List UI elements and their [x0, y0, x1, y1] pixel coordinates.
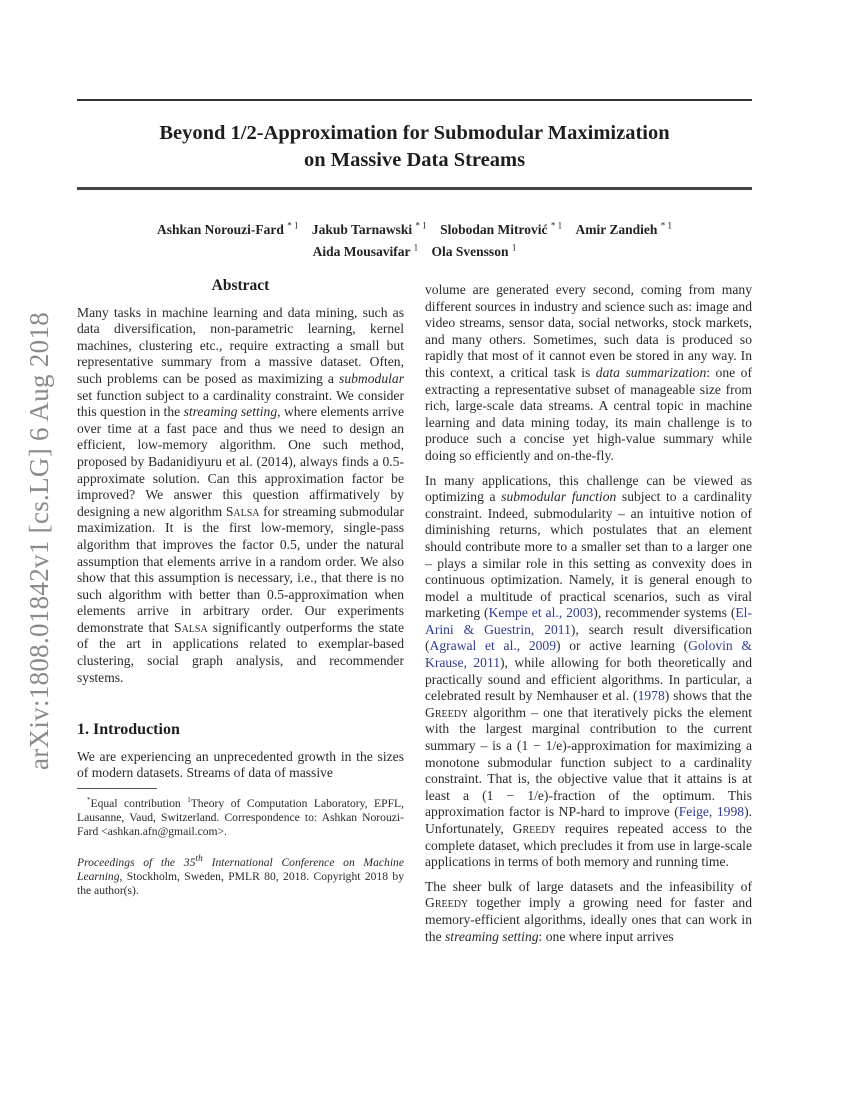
proceedings-note	[77, 852, 404, 898]
proceedings-details: , Stockholm, Sweden, PMLR 80, 2018. Copyright 2018 by the author(s).	[77, 869, 404, 897]
abstract-text: for streaming submodular maximization. It is the first low-memory, single-pass algorithm that improves the factor 0.5, under the natural assumption that elements arrive in a random order. We also show that this assumption is necessary, i.e., that there is no such algorithm with better than 0.5-approximation when elements arrive in arbitrary order. Our experiments demonstrate that	[77, 503, 404, 635]
author-affiliation-mark: * 1	[660, 220, 672, 230]
footnote-text: Equal contribution	[90, 796, 188, 810]
abstract-text: Many tasks in machine learning and data mining, such as data diversification, non-parametric learning, kernel machines, clustering etc., require extracting a small but representative summary from a massive dataset. Often, such problems can be posed as maximizing a	[77, 304, 404, 386]
title-rule-top	[77, 99, 752, 101]
body-text: together imply a growing need for faster and memory-efficient algorithms, ideally ones that can work in the	[425, 895, 752, 944]
body-text: : one where input arrives	[538, 928, 674, 944]
footnote-rule	[77, 788, 157, 789]
proceedings-venue: International Conference on Machine Learning	[77, 855, 404, 883]
author-name: Ola Svensson	[431, 244, 509, 259]
body-emphasis: streaming setting	[445, 928, 539, 944]
algorithm-name: Greedy	[512, 821, 556, 836]
footnote-affiliation: Theory of Computation Laboratory, EPFL, Lausanne, Vaud, Switzerland. Correspondence to: Ashkan Norouzi-Fard <ashkan.afn@gmail.com>.	[77, 796, 404, 839]
footnote-mark: *	[87, 796, 91, 805]
author-affiliation-mark: * 1	[287, 220, 299, 230]
title-line-1: Beyond 1/2-Approximation for Submodular Maximization	[159, 122, 670, 144]
body-text: volume are generated every second, coming from many different sources in industry and science such as: image and video streams, sensor data, social networks, stock markets, and many others. Sometimes, such data is produced so rapidly that most of it cannot even be stored in any way. In this context, a critical task is	[425, 282, 752, 380]
algorithm-name: Salsa	[174, 619, 208, 635]
author-name: Amir Zandieh	[575, 221, 658, 237]
abstract-text: set function subject to a cardinality constraint. We consider this question in the	[77, 387, 404, 420]
abstract-body	[77, 305, 404, 687]
author-name: Ashkan Norouzi-Fard	[157, 221, 284, 237]
body-text: ), recommender systems (	[593, 605, 736, 621]
author-name: Aida Mousavifar	[312, 244, 411, 259]
body-text: In many applications, this challenge can be viewed as optimizing a	[425, 472, 752, 505]
abstract-text: significantly outperforms the state of the art in applications related to exemplar-based clustering, social graph analysis, and recommender systems.	[77, 619, 404, 685]
intro-paragraph-2	[425, 473, 752, 871]
paper-title	[77, 120, 752, 174]
citation-link[interactable]: Feige, 1998	[678, 804, 745, 820]
intro-paragraph-1-start: We are experiencing an unprecedented growth in the sizes of modern datasets. Streams of data of massive	[77, 748, 404, 781]
body-text: requires repeated access to the complete dataset, which precludes it from use in large-scale applications in terms of both memory and running time.	[425, 821, 753, 870]
citation-link[interactable]: Golovin & Krause, 2011	[425, 638, 752, 671]
citation-link[interactable]: Kempe et al., 2003	[488, 605, 594, 621]
body-text: ), search result diversification (	[425, 621, 752, 654]
abstract-text: , where elements arrive over time at a fast pace and thus we need to design an efficient, low-memory algorithm. One such method, proposed by Badanidiyuru et al. (2014), always finds a 0.5-approximate solution. Can this approximation factor be improved? We answer this question affirmatively by designing a new algorithm	[77, 404, 405, 519]
algorithm-name: Salsa	[225, 503, 260, 519]
intro-paragraph-3	[425, 879, 752, 945]
proceedings-sup: th	[195, 852, 203, 864]
author	[313, 244, 419, 259]
body-text: subject to a cardinality constraint. Indeed, submodularity – an intuitive notion of diminishing returns, which postulates that an element should contribute more to a smaller set than to a larger one – plays a similar role in this setting as convexity does in continuous optimization. Namely, it is general enough to model a multitude of practical scenarios, such as viral marketing (	[425, 489, 752, 621]
abstract-emphasis: streaming setting	[183, 404, 278, 420]
author-affiliation-mark: 1	[413, 242, 419, 253]
footnote-mark: 1	[187, 796, 191, 805]
algorithm-name: Greedy	[425, 895, 469, 911]
abstract-emphasis: submodular	[339, 370, 404, 386]
body-text: ) shows that the	[664, 688, 752, 704]
body-text: algorithm – one that iteratively picks the element with the largest marginal contribution to the current summary – is a (1 − 1/e)-approximation for maximizing a monotone submodular function subject to a cardinality constraint. That is, the objective value that it attains is at least a (1 − 1/e)-fraction of the optimum. This approximation factor is NP-hard to improve (	[425, 704, 752, 820]
author-name: Slobodan Mitrović	[440, 221, 548, 237]
algorithm-name: Greedy	[425, 704, 469, 720]
citation-link[interactable]: El-Arini & Guestrin, 2011	[425, 605, 752, 637]
body-text: ), while allowing for both theoretically and practically sound and efficient algorithms. In particular, a celebrated result by Nemhauser et al. (	[425, 655, 752, 704]
body-text: The sheer bulk of large datasets and the infeasibility of	[425, 878, 752, 894]
citation-link[interactable]: Agrawal et al., 2009	[429, 638, 557, 654]
author-affiliation-mark: 1	[511, 242, 517, 253]
section-heading-introduction: 1. Introduction	[77, 721, 180, 739]
left-column	[77, 278, 404, 898]
arxiv-side-stamp: arXiv:1808.01842v1 [cs.LG] 6 Aug 2018	[24, 311, 54, 770]
author-name: Jakub Tarnawski	[311, 221, 413, 237]
footnote	[77, 793, 404, 839]
author	[440, 222, 562, 237]
author	[432, 244, 517, 259]
author	[575, 222, 672, 237]
author	[312, 222, 427, 237]
author-list	[77, 216, 752, 261]
title-line-2: on Massive Data Streams	[303, 149, 526, 171]
right-column	[425, 282, 752, 945]
author-affiliation-mark: * 1	[415, 220, 427, 230]
author	[157, 222, 299, 237]
body-emphasis: data summarization	[595, 364, 707, 380]
body-text: : one of extracting a representative subset of manageable size from rich, large-scale data streams. A central topic in machine learning and data mining today, its main challenge is to produce such a concise yet high-value summary while doing so efficiently and on-the-fly.	[425, 364, 752, 463]
author-affiliation-mark: * 1	[550, 220, 563, 230]
body-text: ) or active learning (	[556, 638, 689, 654]
body-emphasis: submodular function	[501, 489, 617, 505]
citation-link[interactable]: 1978	[637, 688, 665, 704]
intro-paragraph-1-cont	[425, 282, 752, 465]
proceedings-venue: Proceedings of the 35	[77, 855, 196, 869]
abstract-heading: Abstract	[211, 277, 270, 294]
title-rule-bottom	[77, 187, 752, 190]
body-text: ). Unfortunately,	[425, 804, 752, 836]
